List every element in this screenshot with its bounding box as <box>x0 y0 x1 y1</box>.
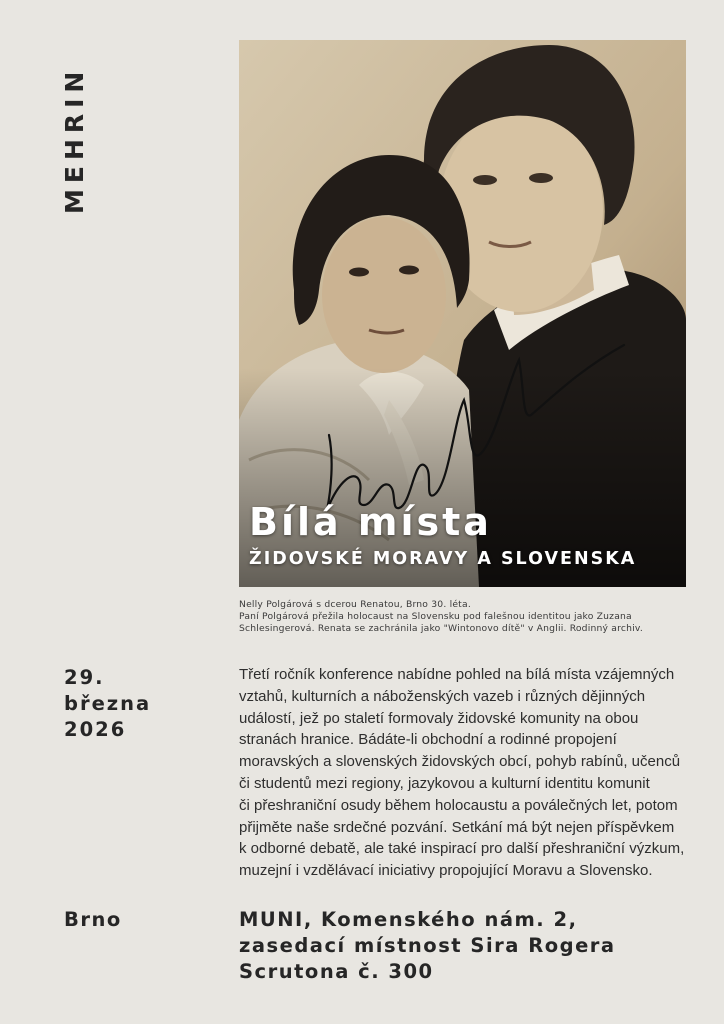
event-subtitle: ŽIDOVSKÉ MORAVY A SLOVENSKA <box>249 549 637 569</box>
venue-line: zasedací místnost Sira Rogera <box>239 934 616 957</box>
event-description <box>239 664 709 882</box>
description-line: muzejní i vzdělávací iniciativy propojující Moravu a Slovensko. <box>239 862 653 880</box>
event-date <box>64 665 151 743</box>
event-city: Brno <box>64 908 122 931</box>
photo-caption <box>239 599 699 635</box>
caption-line: Schlesingerová. Renata se zachránila jako "Wintonovo dítě" v Anglii. Rodinný archiv. <box>239 623 643 634</box>
description-line: k odborné debatě, ale také inspirací pro další přeshraniční výzkum, <box>239 840 685 858</box>
description-line: událostí, jež po staletí formovaly židovské komunity na obou <box>239 709 639 727</box>
brand-logo-text: MEHRIN <box>60 65 89 214</box>
description-line: moravských a slovenských židovských obcí, pohyb rabínů, učenců <box>239 753 681 771</box>
venue-line: Scrutona č. 300 <box>239 960 434 983</box>
description-line: či studentů mezi regiony, jazykovou a kulturní identitu komunit <box>239 774 650 792</box>
date-month: března <box>64 692 152 715</box>
description-line: stranách hranice. Bádáte-li obchodní a rodinné propojení <box>239 731 617 749</box>
event-title: Bílá místa <box>249 500 492 544</box>
description-line: přijměte naše srdečné pozvání. Setkání má být nejen příspěvkem <box>239 818 675 836</box>
description-line: Třetí ročník konference nabídne pohled na bílá místa vzájemných <box>239 666 675 683</box>
caption-line: Paní Polgárová přežila holocaust na Slovensku pod falešnou identitou jako Zuzana <box>239 611 632 622</box>
venue-line: MUNI, Komenského nám. 2, <box>239 908 578 931</box>
description-line: či přeshraniční osudy během holocaustu a poválečných let, potom <box>239 796 678 814</box>
date-day: 29. <box>64 666 105 689</box>
event-venue <box>239 907 616 985</box>
caption-line: Nelly Polgárová s dcerou Renatou, Brno 30. léta. <box>239 599 471 610</box>
description-line: vztahů, kulturních a náboženských vazeb i různých dějinných <box>239 687 646 705</box>
date-year: 2026 <box>64 718 127 741</box>
